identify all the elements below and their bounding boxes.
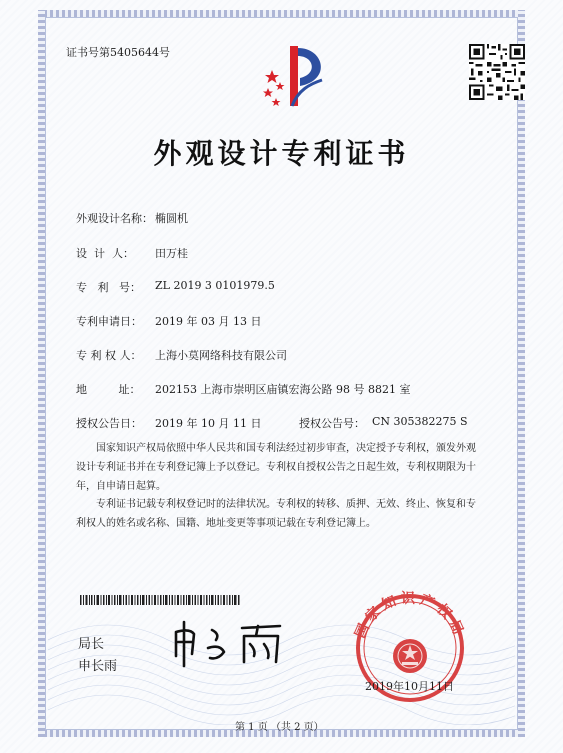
border-band-left xyxy=(38,10,45,737)
designer-label: 设 计 人： xyxy=(76,247,134,260)
national-emblem-icon xyxy=(393,639,427,673)
star-icon xyxy=(263,70,285,106)
paragraph-line: 利权人的姓名或名称、国籍、地址变更等事项记载在专利登记簿上。 xyxy=(76,518,376,529)
page-footer: 第 1 页 （共 2 页） xyxy=(235,722,324,733)
svg-text:国家知识产权局: 国家知识产权局 xyxy=(352,591,468,641)
address-value: 202153 上海市崇明区庙镇宏海公路 98 号 8821 室 xyxy=(155,383,411,396)
filing-date-value: 2019 年 03 月 13 日 xyxy=(155,315,262,328)
qr-code-icon xyxy=(469,44,525,100)
paragraph-line: 设计专利证书并在专利登记簿上予以登记。专利权自授权公告之日起生效，专利权期限为十 xyxy=(76,462,476,473)
designer-value: 田万桂 xyxy=(155,247,188,260)
border-band-top xyxy=(38,10,525,17)
cnipa-logo xyxy=(258,40,338,112)
director-signature xyxy=(168,618,303,670)
paragraph-line: 国家知识产权局依照中华人民共和国专利法经过初步审查，决定授予专利权，颁发外观 xyxy=(96,443,476,454)
director-name: 申长雨 xyxy=(78,659,118,674)
certificate-title: 外观设计专利证书 xyxy=(153,137,410,170)
barcode xyxy=(80,595,240,605)
seal-date: 2019年10月11日 xyxy=(365,680,454,693)
patentee-value: 上海小莫网络科技有限公司 xyxy=(155,349,287,362)
design-name-value: 椭圆机 xyxy=(155,212,188,225)
grant-date-value: 2019 年 10 月 11 日 xyxy=(155,417,262,430)
grant-number-label: 授权公告号： xyxy=(299,417,365,430)
patent-number-label: 专 利 号： xyxy=(76,281,141,294)
paragraph-line: 专利证书记载专利权登记时的法律状况。专利权的转移、质押、无效、终止、恢复和专 xyxy=(96,499,476,510)
border-band-right xyxy=(518,10,525,737)
patent-number-value: ZL 2019 3 0101979.5 xyxy=(155,279,275,292)
address-label: 地 址： xyxy=(76,383,141,396)
paragraph-line: 年，自申请日起算。 xyxy=(76,481,166,492)
patentee-label: 专 利 权 人： xyxy=(76,349,142,362)
grant-number-value: CN 305382275 S xyxy=(372,415,468,428)
certificate-number: 证书号第5405644号 xyxy=(66,46,170,59)
director-title: 局长 xyxy=(78,637,105,652)
filing-date-label: 专利申请日： xyxy=(76,315,142,328)
design-name-label: 外观设计名称： xyxy=(76,212,153,225)
grant-date-label: 授权公告日： xyxy=(76,417,142,430)
